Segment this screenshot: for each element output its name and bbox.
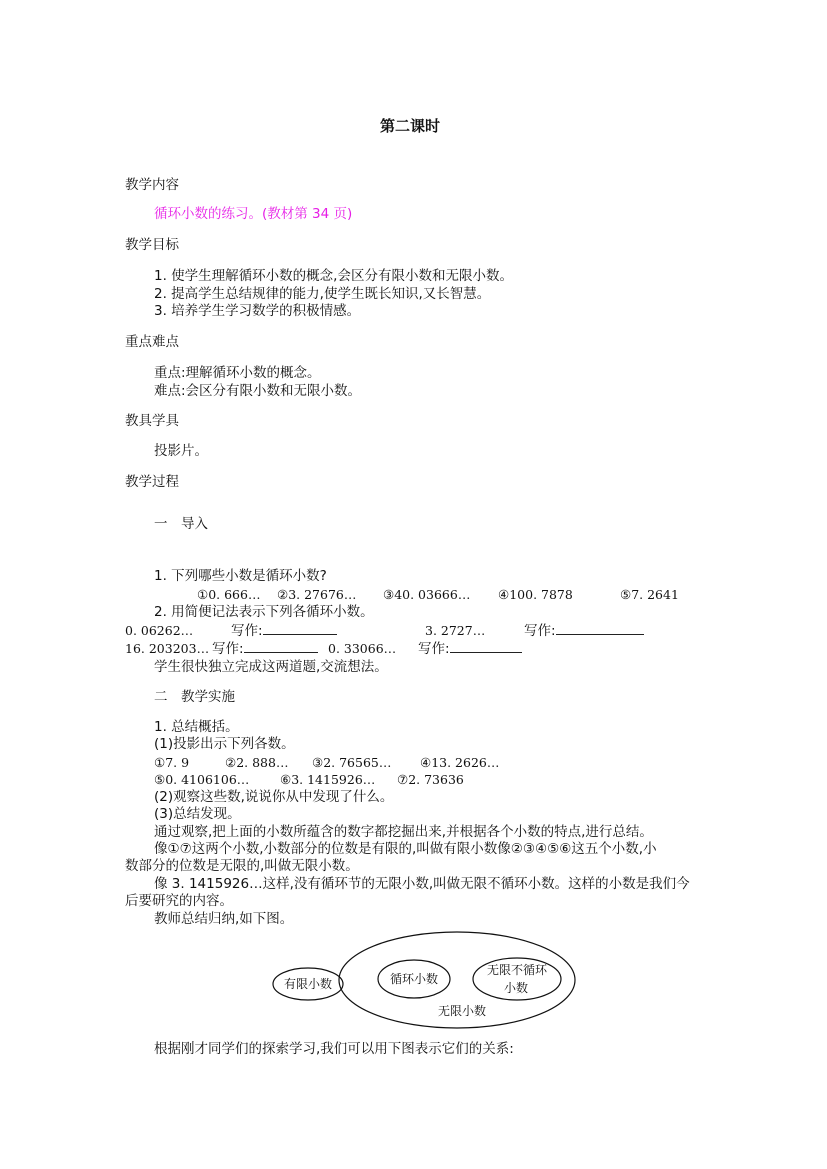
paragraph-1: 通过观察,把上面的小数所蕴含的数字都挖掘出来,并根据各个小数的特点,进行总结。 xyxy=(154,824,653,840)
option-3: ③40. 03666… xyxy=(383,587,471,602)
q2-number: 16. 203203… xyxy=(125,641,210,656)
number-item: ⑦2. 73636 xyxy=(397,772,464,787)
q2-number: 0. 06262… xyxy=(125,623,194,638)
option-4: ④100. 7878 xyxy=(498,587,573,602)
paragraph-3-cont: 后要研究的内容。 xyxy=(125,893,233,909)
section-heading-content: 教学内容 xyxy=(125,177,179,193)
content-text: 循环小数的练习。(教材第 34 页) xyxy=(154,206,353,222)
q2-label: 写作: xyxy=(524,623,556,639)
part2-heading: 二 教学实施 xyxy=(154,689,235,705)
question-1: 1. 下列哪些小数是循环小数? xyxy=(154,568,327,584)
goal-item: 1. 使学生理解循环小数的概念,会区分有限小数和无限小数。 xyxy=(154,268,513,284)
answer-blank[interactable] xyxy=(244,640,318,653)
question-2: 2. 用简便记法表示下列各循环小数。 xyxy=(154,604,374,620)
page-title: 第二课时 xyxy=(380,117,441,135)
part1-note: 学生很快独立完成这两道题,交流想法。 xyxy=(154,659,388,675)
step-1c: (3)总结发现。 xyxy=(154,806,241,822)
number-item: ⑥3. 1415926… xyxy=(280,772,376,787)
key-item: 重点:理解循环小数的概念。 xyxy=(154,365,321,381)
nonrepeating-label: 无限不循环 xyxy=(486,963,548,977)
option-5: ⑤7. 2641 xyxy=(620,587,679,602)
goal-item: 2. 提高学生总结规律的能力,使学生既长知识,又长智慧。 xyxy=(154,286,491,302)
part1-heading: 一 导入 xyxy=(154,516,208,532)
q2-answer xyxy=(418,640,522,658)
q2-label: 写作: xyxy=(418,641,450,657)
paragraph-3: 像 3. 1415926…这样,没有循环节的无限小数,叫做无限不循环小数。这样的小数是我们今 xyxy=(154,876,690,892)
number-item: ④13. 2626… xyxy=(420,755,500,770)
step-1: 1. 总结概括。 xyxy=(154,719,239,735)
finite-label: 有限小数 xyxy=(283,977,333,991)
step-1b: (2)观察这些数,说说你从中发现了什么。 xyxy=(154,789,394,805)
number-item: ②2. 888… xyxy=(225,755,289,770)
tools-text: 投影片。 xyxy=(154,443,208,459)
answer-blank[interactable] xyxy=(450,640,522,653)
option-2: ②3. 27676… xyxy=(277,587,357,602)
answer-blank[interactable] xyxy=(556,622,644,635)
key-item: 难点:会区分有限小数和无限小数。 xyxy=(154,383,362,399)
decimal-classification-diagram xyxy=(265,925,585,1035)
nonrepeating-label-cont: 小数 xyxy=(503,981,529,995)
paragraph-2-cont: 数部分的位数是无限的,叫做无限小数。 xyxy=(125,858,359,874)
paragraph-5: 根据刚才同学们的探索学习,我们可以用下图表示它们的关系: xyxy=(154,1041,514,1057)
q2-answer xyxy=(524,622,644,640)
number-item: ③2. 76565… xyxy=(312,755,392,770)
q2-number: 0. 33066… xyxy=(328,641,397,656)
section-heading-process: 教学过程 xyxy=(125,474,179,490)
q2-label: 写作: xyxy=(231,623,263,639)
option-1: ①0. 666… xyxy=(197,587,261,602)
number-item: ①7. 9 xyxy=(154,755,190,770)
goal-item: 3. 培养学生学习数学的积极情感。 xyxy=(154,303,361,319)
answer-blank[interactable] xyxy=(263,622,337,635)
q2-answer xyxy=(231,622,337,640)
infinite-label: 无限小数 xyxy=(437,1004,487,1018)
section-heading-goals: 教学目标 xyxy=(125,237,179,253)
section-heading-key: 重点难点 xyxy=(125,334,179,350)
section-heading-tools: 教具学具 xyxy=(125,413,179,429)
repeating-label: 循环小数 xyxy=(389,972,439,986)
q2-answer xyxy=(212,640,318,658)
q2-label: 写作: xyxy=(212,641,244,657)
step-1a: (1)投影出示下列各数。 xyxy=(154,736,295,752)
number-item: ⑤0. 4106106… xyxy=(154,772,250,787)
paragraph-4: 教师总结归纳,如下图。 xyxy=(154,911,294,927)
q2-number: 3. 2727… xyxy=(425,623,486,638)
paragraph-2: 像①⑦这两个小数,小数部分的位数是有限的,叫做有限小数像②③④⑤⑥这五个小数,小 xyxy=(154,841,657,857)
